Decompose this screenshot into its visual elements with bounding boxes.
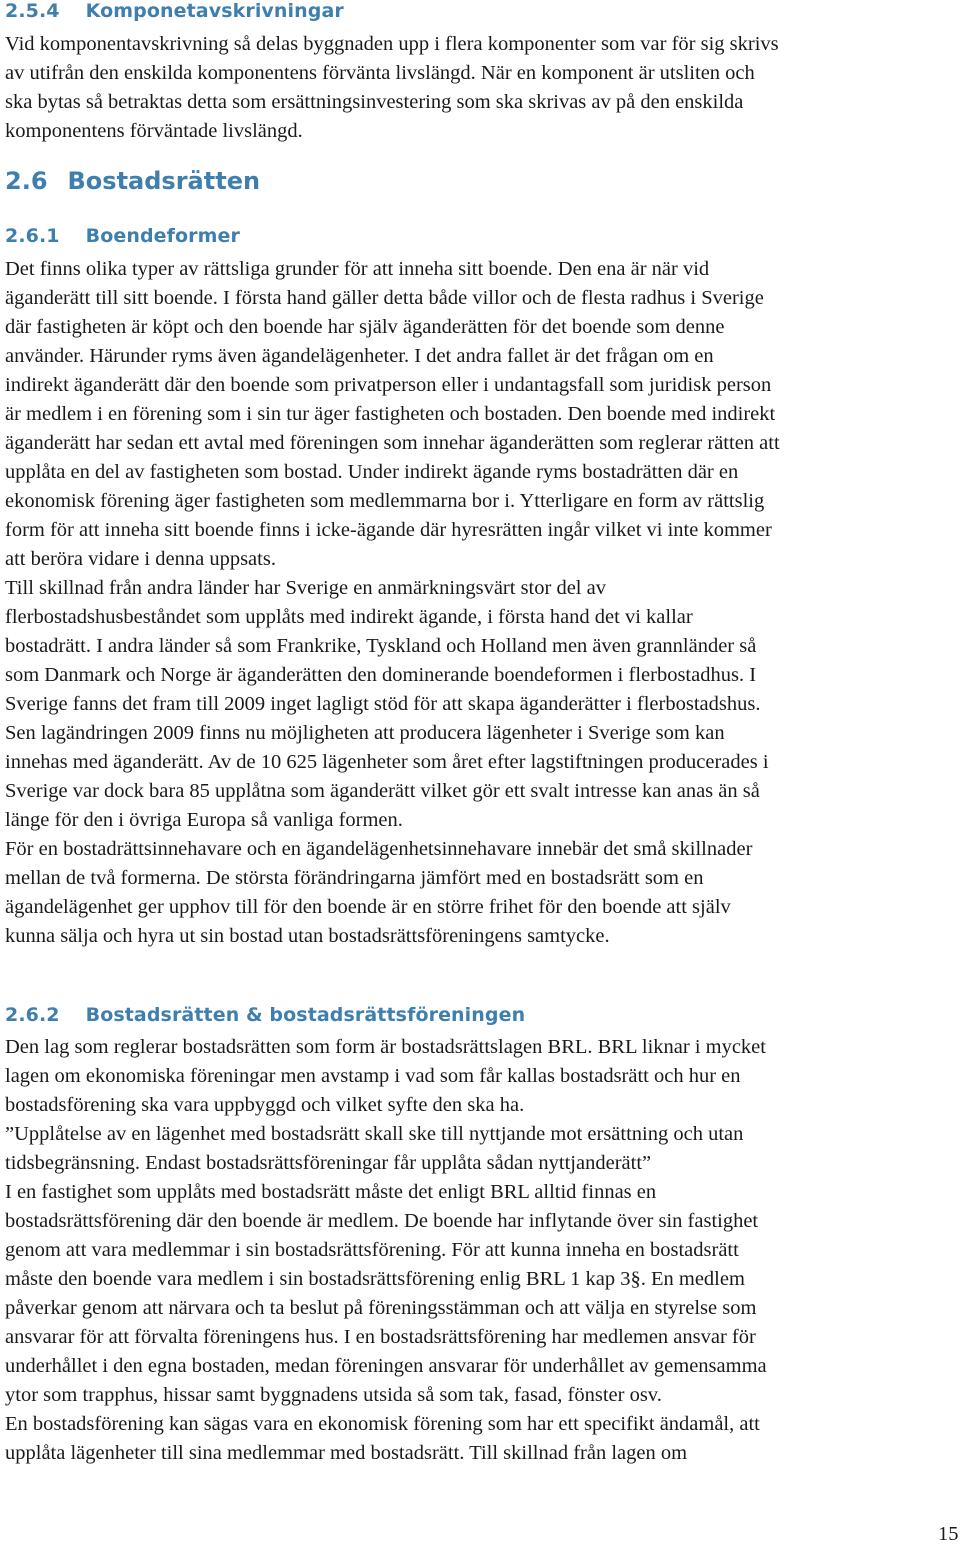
text-line: ansvarar för att förvalta föreningens hus. I en bostadsrättsförening har medlemen ansvar för [5, 1326, 756, 1348]
heading-2-6-2 [5, 1006, 525, 1025]
page-number: 15 [938, 1523, 959, 1545]
text-line: komponentens förväntade livslängd. [5, 120, 303, 142]
text-line: av utifrån den enskilda komponentens förvänta livslängd. När en komponent är utsliten och [5, 62, 755, 84]
text-line: Vid komponentavskrivning så delas byggnaden upp i flera komponenter som var för sig skrivs [5, 33, 779, 55]
text-line: påverkar genom att närvara och ta beslut på föreningsstämman och att välja en styrelse som [5, 1297, 757, 1319]
text-line: använder. Härunder ryms även ägandelägenheter. I det andra fallet är det frågan om en [5, 345, 714, 367]
text-line: flerbostadshusbeståndet som upplåts med indirekt ägande, i första hand det vi kallar [5, 606, 693, 628]
text-line: som Danmark och Norge är äganderätten den dominerande boendeformen i flerbostadhus. I [5, 664, 757, 686]
heading-title: Bostadsrätten [67, 167, 261, 195]
text-line: upplåta en del av fastigheten som bostad. Under indirekt ägande ryms bostadrätten där en [5, 461, 739, 483]
text-line: länge för den i övriga Europa så vanliga formen. [5, 809, 403, 831]
text-line: tidsbegränsning. Endast bostadsrättsföreningar får upplåta sådan nyttjanderätt” [5, 1152, 652, 1174]
text-line: En bostadsförening kan sägas vara en ekonomisk förening som har ett specifikt ändamål, att [5, 1413, 760, 1435]
text-line: där fastigheten är köpt och den boende har själv äganderätten för det boende som denne [5, 316, 725, 338]
text-line: ekonomisk förening äger fastigheten som medlemmarna bor i. Ytterligare en form av rättslig [5, 490, 765, 512]
text-line: Det finns olika typer av rättsliga grunder för att inneha sitt boende. Den ena är när vid [5, 258, 710, 280]
text-line: ytor som trapphus, hissar samt byggnadens utsida så som tak, fasad, fönster osv. [5, 1384, 662, 1406]
text-line: I en fastighet som upplåts med bostadsrätt måste det enligt BRL alltid finnas en [5, 1181, 657, 1203]
text-line: Till skillnad från andra länder har Sverige en anmärkningsvärt stor del av [5, 577, 606, 599]
text-line: äganderätt till sitt boende. I första hand gäller detta både villor och de flesta radhus i Sverige [5, 287, 764, 309]
text-line: Sen lagändringen 2009 finns nu möjligheten att producera lägenheter i Sverige som kan [5, 722, 725, 744]
heading-2-5-4 [5, 2, 344, 21]
text-line: Sverige var dock bara 85 upplåtna som äganderätt vilket gör ett svalt intresse kan anas än så [5, 780, 760, 802]
text-line: ”Upplåtelse av en lägenhet med bostadsrätt skall ske till nyttjande mot ersättning och utan [5, 1123, 744, 1145]
text-line: Sverige fanns det fram till 2009 inget lagligt stöd för att skapa äganderätter i flerbostadshus. [5, 693, 761, 715]
text-line: innehas med äganderätt. Av de 10 625 lägenheter som året efter lagstiftningen producerades i [5, 751, 769, 773]
heading-2-6 [5, 169, 260, 193]
text-line: bostadsförening ska vara uppbyggd och vilket syfte den ska ha. [5, 1094, 525, 1116]
text-line: ägandelägenhet ger upphov till för den boende är en större frihet för den boende att själv [5, 896, 731, 918]
text-line: genom att vara medlemmar i sin bostadsrättsförening. För att kunna inneha en bostadsrätt [5, 1239, 739, 1261]
text-line: upplåta lägenheter till sina medlemmar med bostadsrätt. Till skillnad från lagen om [5, 1442, 688, 1464]
heading-2-6-1 [5, 227, 240, 246]
heading-number: 2.6.1 [5, 225, 60, 247]
text-line: bostadrätt. I andra länder så som Frankrike, Tyskland och Holland men även grannländer så [5, 635, 757, 657]
heading-title: Bostadsrätten & bostadsrättsföreningen [85, 1004, 526, 1026]
text-line: Den lag som reglerar bostadsrätten som form är bostadsrättslagen BRL. BRL liknar i mycket [5, 1036, 766, 1058]
heading-number: 2.6.2 [5, 1004, 60, 1026]
text-line: äganderätt har sedan ett avtal med föreningen som innehar äganderätten som reglerar rätten att [5, 432, 780, 454]
heading-title: Boendeformer [85, 225, 240, 247]
heading-title: Komponetavskrivningar [85, 0, 344, 22]
text-line: För en bostadrättsinnehavare och en ägandelägenhetsinnehavare innebär det små skillnader [5, 838, 753, 860]
text-line: bostadsrättsförening där den boende är medlem. De boende har inflytande över sin fastighet [5, 1210, 759, 1232]
text-line: indirekt äganderätt där den boende som privatperson eller i undantagsfall som juridisk person [5, 374, 772, 396]
text-line: är medlem i en förening som i sin tur äger fastigheten och bostaden. Den boende med indirekt [5, 403, 776, 425]
text-line: att beröra vidare i denna uppsats. [5, 548, 276, 570]
text-line: ska bytas så betraktas detta som ersättningsinvestering som ska skrivas av på den enskilda [5, 91, 744, 113]
text-line: måste den boende vara medlem i sin bostadsrättsförening enlig BRL 1 kap 3§. En medlem [5, 1268, 745, 1290]
text-line: kunna sälja och hyra ut sin bostad utan bostadsrättsföreningens samtycke. [5, 925, 610, 947]
text-line: lagen om ekonomiska föreningar men avstamp i vad som får kallas bostadsrätt och hur en [5, 1065, 741, 1087]
heading-number: 2.6 [5, 167, 48, 195]
text-line: underhållet i den egna bostaden, medan föreningen ansvarar för underhållet av gemensamma [5, 1355, 767, 1377]
heading-number: 2.5.4 [5, 0, 60, 22]
text-line: form för att inneha sitt boende finns i icke-ägande där hyresrätten ingår vilket vi inte kommer [5, 519, 772, 541]
text-line: mellan de två formerna. De största förändringarna jämfört med en bostadsrätt som en [5, 867, 704, 889]
